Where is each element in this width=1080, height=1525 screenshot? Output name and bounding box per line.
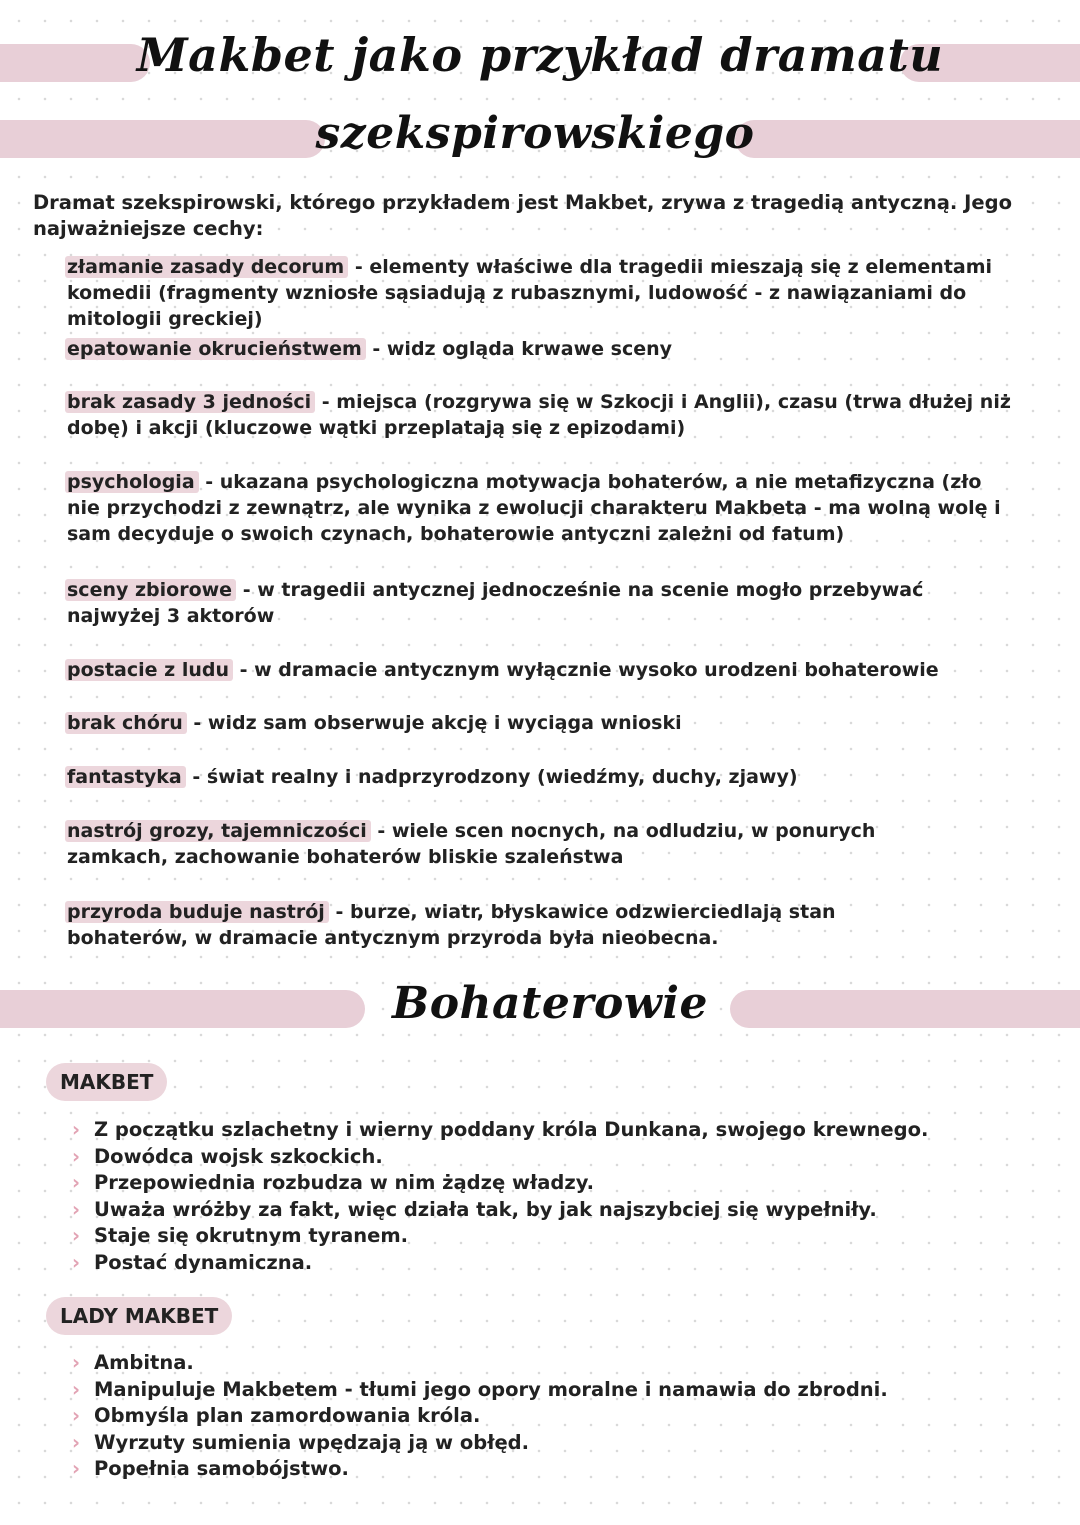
list-item: › Przepowiednia rozbudza w nim żądzę władzy.: [72, 1170, 928, 1197]
chevron-right-icon: ›: [72, 1430, 81, 1454]
feature-desc: - ukazana psychologiczna motywacja bohaterów, a nie metafizyczna (zło nie przychodzi z zewnątrz, ale wynika z ewolucji charakteru Makbeta - ma wolną wolę i sam decyduje o swoich czynach, bohaterowie antyczni zależni od fatum): [67, 471, 1001, 545]
feature-term: nastrój grozy, tajemniczości: [65, 820, 371, 842]
feature-item: [67, 657, 1047, 683]
chevron-right-icon: ›: [72, 1404, 81, 1427]
feature-item: [67, 389, 1032, 441]
feature-item: [67, 899, 947, 951]
feature-item: [67, 336, 1047, 362]
feature-desc: - w tragedii antycznej jednocześnie na scenie mogło przebywać najwyżej 3 aktorów: [67, 579, 924, 627]
list-item: › Uważa wróżby za fakt, więc działa tak, by jak najszybciej się wypełniły.: [72, 1197, 928, 1224]
feature-item: [67, 469, 1002, 547]
feature-desc: - widz ogląda krwawe sceny: [365, 338, 673, 360]
chevron-right-icon: ›: [72, 1457, 81, 1480]
feature-term: postacie z ludu: [65, 659, 233, 681]
hero-traits-makbet: [72, 1117, 928, 1276]
intro-paragraph: Dramat szekspirowski, którego przykładem jest Makbet, zrywa z tragedią antyczną. Jego najważniejsze cechy:: [33, 191, 1012, 240]
feature-desc: - burze, wiatr, błyskawice odzwierciedlają stan bohaterów, w dramacie antycznym przyroda była nieobecna.: [67, 901, 836, 949]
feature-term: przyroda buduje nastrój: [65, 901, 329, 923]
feature-item: [67, 577, 987, 629]
list-item: › Wyrzuty sumienia wpędzają ją w obłęd.: [72, 1430, 888, 1457]
list-item: › Obmyśla plan zamordowania króla.: [72, 1403, 888, 1430]
hero-name-lady-makbet: LADY MAKBET: [46, 1297, 232, 1335]
feature-term: psychologia: [65, 471, 199, 493]
feature-desc: - w dramacie antycznym wyłącznie wysoko urodzeni bohaterowie: [232, 659, 939, 681]
feature-desc: - miejsca (rozgrywa się w Szkocji i Anglii), czasu (trwa dłużej niż dobę) i akcji (kluczowe wątki przeplatają się z epizodami): [67, 391, 1011, 439]
feature-desc: - widz sam obserwuje akcję i wyciąga wnioski: [186, 712, 682, 734]
page-title-line1: Makbet jako przykład dramatu: [136, 28, 944, 82]
feature-desc: - świat realny i nadprzyrodzony (wiedźmy, duchy, zjawy): [185, 766, 798, 788]
list-item: › Manipuluje Makbetem - tłumi jego opory moralne i namawia do zbrodni.: [72, 1377, 888, 1404]
chevron-right-icon: ›: [72, 1197, 81, 1221]
feature-term: złamanie zasady decorum: [65, 256, 348, 278]
feature-term: fantastyka: [65, 766, 186, 788]
page-title-line2: szekspirowskiego: [315, 108, 755, 159]
feature-term: brak chóru: [65, 712, 187, 734]
list-item: › Postać dynamiczna.: [72, 1250, 928, 1277]
feature-desc: - wiele scen nocnych, na odludziu, w ponurych zamkach, zachowanie bohaterów bliskie szaleństwa: [67, 820, 876, 868]
feature-term: epatowanie okrucieństwem: [65, 338, 366, 360]
list-item: › Z początku szlachetny i wierny poddany króla Dunkana, swojego krewnego.: [72, 1117, 928, 1144]
chevron-right-icon: ›: [72, 1144, 81, 1168]
list-item: › Ambitna.: [72, 1350, 888, 1377]
feature-item: [67, 710, 1047, 736]
list-item: › Staje się okrutnym tyranem.: [72, 1223, 928, 1250]
feature-item: [67, 254, 1042, 332]
feature-item: [67, 764, 1047, 790]
list-item: › Dowódca wojsk szkockich.: [72, 1144, 928, 1171]
feature-item: [67, 818, 947, 870]
chevron-right-icon: ›: [72, 1250, 81, 1274]
chevron-right-icon: ›: [72, 1377, 81, 1401]
hero-name-makbet: MAKBET: [46, 1063, 167, 1101]
chevron-right-icon: ›: [72, 1351, 81, 1374]
hero-traits-lady-makbet: [72, 1350, 888, 1483]
chevron-right-icon: ›: [72, 1118, 81, 1141]
feature-term: sceny zbiorowe: [65, 579, 236, 601]
list-item: › Popełnia samobójstwo.: [72, 1456, 888, 1483]
chevron-right-icon: ›: [72, 1171, 81, 1194]
chevron-right-icon: ›: [72, 1224, 81, 1247]
heroes-section-title: Bohaterowie: [392, 978, 708, 1029]
feature-desc: - elementy właściwe dla tragedii mieszają się z elementami komedii (fragmenty wzniosłe sąsiadują z rubasznymi, ludowość - z nawiązaniami do mitologii greckiej): [67, 256, 993, 330]
feature-term: brak zasady 3 jedności: [65, 391, 315, 413]
